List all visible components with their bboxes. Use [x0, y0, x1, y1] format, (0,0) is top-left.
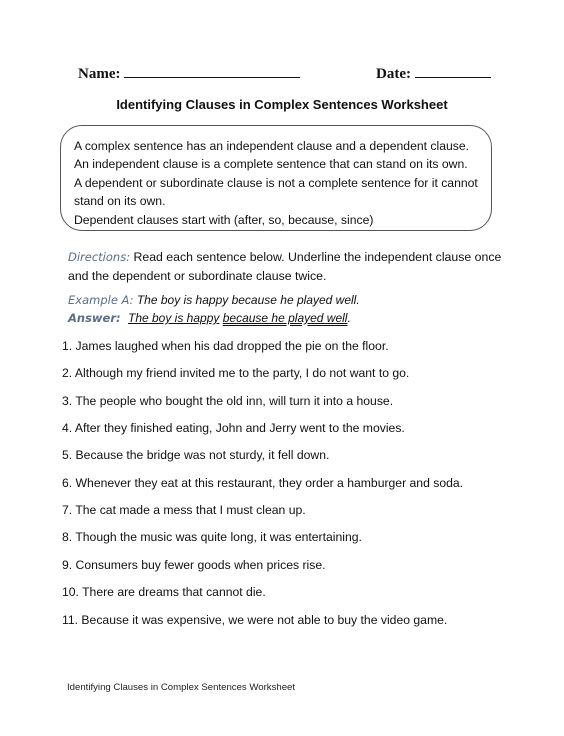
- example: [68, 293, 360, 307]
- question-item: 2. Although my friend invited me to the party, I do not want to go.: [62, 366, 410, 380]
- question-item: 4. After they finished eating, John and Jerry went to the movies.: [62, 421, 405, 435]
- question-item: 5. Because the bridge was not sturdy, it fell down.: [62, 448, 330, 462]
- answer-dependent-clause: because he played well: [222, 311, 348, 325]
- date-field-group: [376, 63, 491, 83]
- intro-line: A complex sentence has an independent clause and a dependent clause.: [74, 139, 470, 153]
- question-item: 6. Whenever they eat at this restaurant, they order a hamburger and soda.: [62, 476, 464, 490]
- question-item: 8. Though the music was quite long, it was entertaining.: [62, 530, 362, 544]
- question-item: 1. James laughed when his dad dropped the pie on the floor.: [62, 339, 389, 353]
- intro-line: A dependent or subordinate clause is not a complete sentence for it cannot: [74, 175, 478, 190]
- directions-text-line2: and the dependent or subordinate clause twice.: [68, 268, 327, 283]
- name-field-group: [78, 63, 300, 83]
- name-label: Name:: [78, 66, 121, 82]
- answer-independent-clause: The boy is happy: [127, 311, 220, 325]
- name-blank-line: [124, 63, 300, 78]
- page-footer: Identifying Clauses in Complex Sentences Worksheet: [67, 682, 296, 693]
- date-blank-line: [415, 63, 491, 78]
- intro-line: An independent clause is a complete sentence that can stand on its own.: [74, 157, 468, 172]
- question-item: 7. The cat made a mess that I must clean up.: [62, 503, 306, 517]
- answer-label: Answer:: [68, 311, 121, 325]
- question-item: 11. Because it was expensive, we were not able to buy the video game.: [62, 613, 448, 627]
- question-item: 10. There are dreams that cannot die.: [62, 585, 266, 599]
- question-item: 3. The people who bought the old inn, will turn it into a house.: [62, 394, 394, 408]
- directions-label: Directions:: [68, 250, 131, 264]
- worksheet-header: [78, 63, 508, 85]
- worksheet-title: Identifying Clauses in Complex Sentences Worksheet: [116, 97, 448, 112]
- directions: [68, 248, 501, 285]
- intro-line: Dependent clauses start with (after, so, because, since): [74, 212, 374, 227]
- answer-period: .: [347, 311, 351, 325]
- question-item: 9. Consumers buy fewer goods when prices rise.: [62, 558, 326, 572]
- date-label: Date:: [376, 66, 411, 82]
- intro-text: [74, 137, 478, 229]
- intro-line: stand on its own.: [74, 194, 166, 209]
- answer: [68, 311, 351, 325]
- directions-text: Read each sentence below. Underline the independent clause once: [130, 250, 502, 264]
- example-sentence: The boy is happy because he played well.: [133, 293, 360, 307]
- example-label: Example A:: [68, 293, 134, 307]
